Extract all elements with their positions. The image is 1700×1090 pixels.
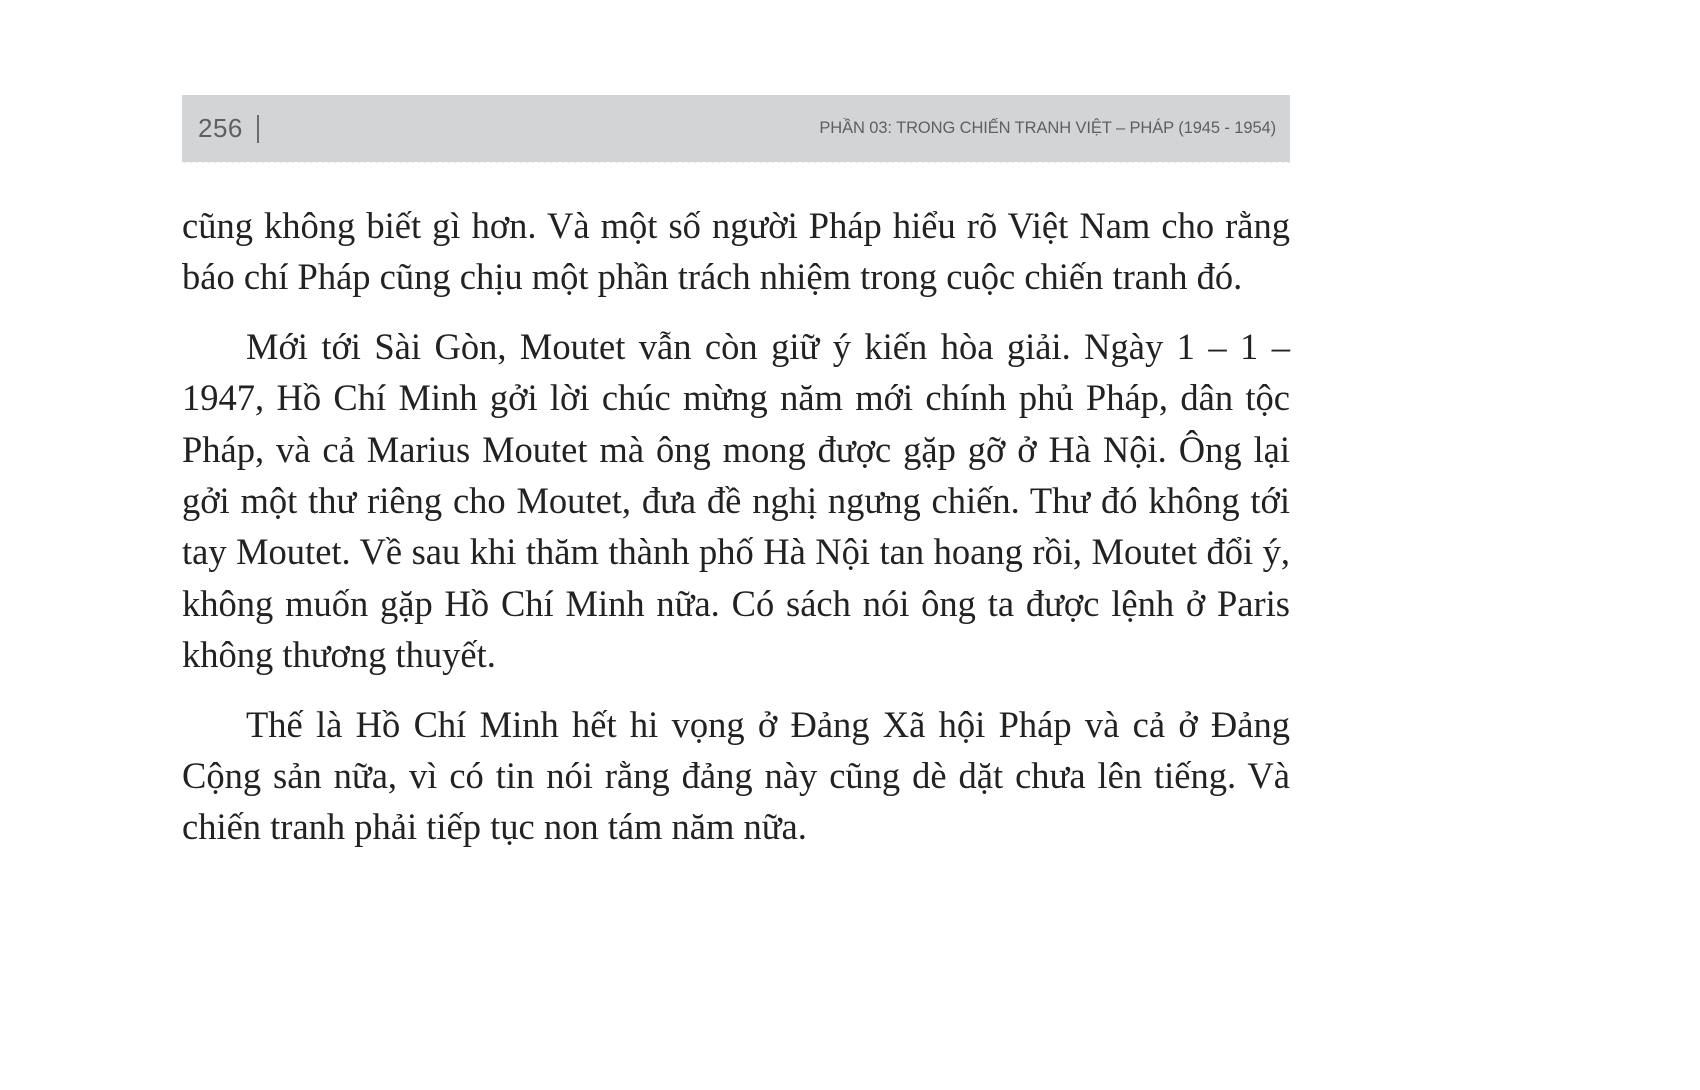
paragraph: Thế là Hồ Chí Minh hết hi vọng ở Đảng Xã hội Pháp và cả ở Đảng Cộng sản nữa, vì có tin nói rằng đảng này cũng dè dặt chưa lên tiếng. Và chiến tranh phải tiếp tục non tám năm nữa. [182,703,1290,848]
page-number: 256 [198,113,243,143]
page-number-group [198,113,259,144]
paragraph-continued: cũng không biết gì hơn. Và một số người Pháp hiểu rõ Việt Nam cho rằng báo chí Pháp cũng chịu một phần trách nhiệm trong cuộc chiến tranh đó. [182,205,1290,298]
body-text [182,200,1290,853]
paragraph: Mới tới Sài Gòn, Moutet vẫn còn giữ ý kiến hòa giải. Ngày 1 – 1 – 1947, Hồ Chí Minh gởi lời chúc mừng năm mới chính phủ Pháp, dân tộc Pháp, và cả Marius Moutet mà ông mong được gặp gỡ ở Hà Nội. Ông lại gởi một thư riêng cho Moutet, đưa đề nghị ngưng chiến. Thư đó không tới tay Moutet. Về sau khi thăm thành phố Hà Nội tan hoang rồi, Moutet đổi ý, không muốn gặp Hồ Chí Minh nữa. Có sách nói ông ta được lệnh ở Paris không thương thuyết. [182,325,1290,676]
running-header [182,95,1290,162]
section-title: PHẦN 03: TRONG CHIẾN TRANH VIỆT – PHÁP (1945 - 1954) [819,119,1276,137]
header-divider [257,115,259,143]
book-page [182,95,1290,853]
